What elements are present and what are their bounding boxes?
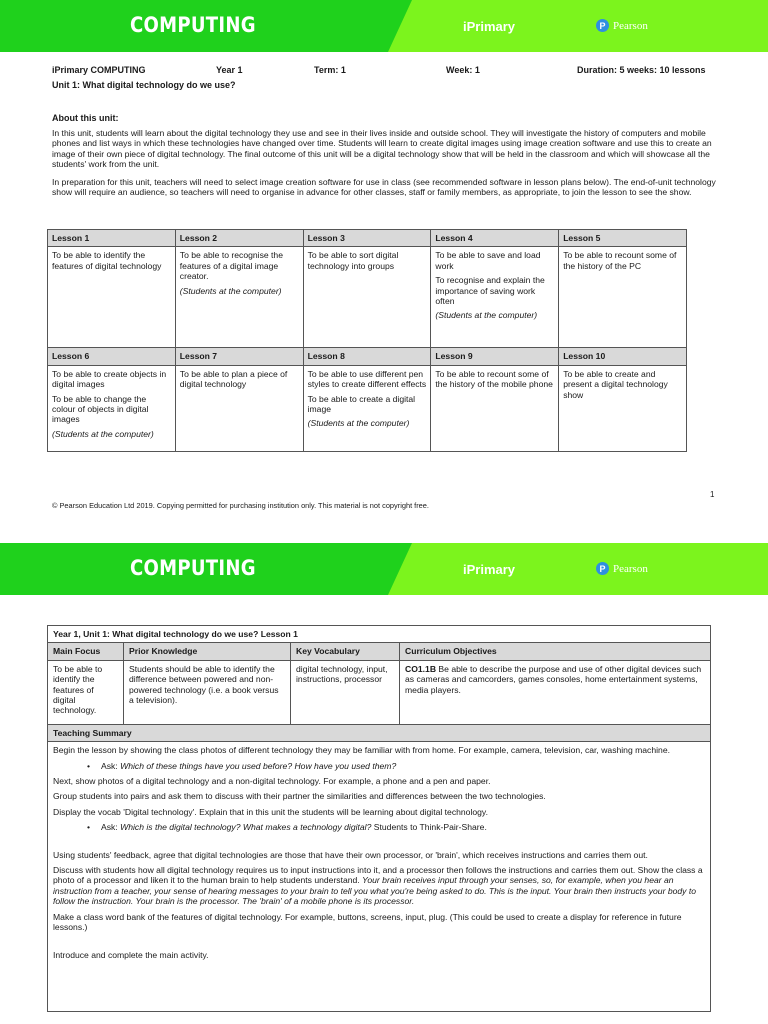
lesson-header: Lesson 10 [559,348,687,365]
objective-text: Be able to describe the purpose and use of other digital devices such as cameras and camcorders, games consoles, home entertainment systems, media players. [405,663,702,695]
lesson-cell [559,365,687,451]
lesson-objective: To be able to create a digital image [307,393,416,415]
pearson-logo [596,562,648,575]
banner-title: COMPUTING [130,13,256,37]
lesson-cell [431,247,559,348]
summary-paragraph: Group students into pairs and ask them to discuss with their partner the similarities and differences between the two technologies. [53,791,546,802]
banner-accent [388,543,768,595]
lesson-cell [175,247,303,348]
ask-prefix: Ask: [101,760,121,771]
lesson-cell [175,365,303,451]
summary-paragraph: Introduce and complete the main activity. [53,949,209,960]
about-heading: About this unit: [52,113,119,123]
lesson-header: Lesson 4 [431,230,559,247]
column-header: Key Vocabulary [291,643,400,660]
summary-text: Discuss with students how all digital technology requires us to input instructions into it, and a processor then follows the instructions and carries them out. Show the class a photo of a processor and liken it to the human brain to help students understand. [53,865,703,886]
page-number: 1 [710,490,715,499]
lesson-cell [431,365,559,451]
lesson-cell [303,247,431,348]
summary-row [48,742,711,1012]
summary-bullet [53,822,705,832]
brand-label: iPrimary [463,19,516,34]
header-banner [0,543,768,595]
lesson-header: Lesson 8 [303,348,431,365]
lessons-header-row [48,348,687,365]
key-vocabulary: digital technology, input, instructions, processor [291,660,400,724]
lesson-objective: To be able to recount some of the history of the mobile phone [435,368,553,390]
lesson-objective: To be able to save and load work [435,250,541,271]
summary-paragraph: Display the vocab 'Digital technology'. Explain that in this unit the students will be learning about digital technology. [53,806,488,817]
main-focus: To be able to identify the features of digital technology. [48,660,124,724]
lesson-objective: To be able to sort digital technology into groups [307,250,399,271]
lesson-header: Lesson 2 [175,230,303,247]
copyright-footer: © Pearson Education Ltd 2019. Copying permitted for purchasing institution only. This material is not copyright free. [52,501,429,510]
year-label: Year 1 [216,65,243,75]
lesson-note: (Students at the computer) [179,285,282,296]
column-header: Curriculum Objectives [400,643,711,660]
summary-bullet [53,761,705,771]
plan-title-row [48,626,711,643]
objective-code: CO1.1B [405,663,437,674]
summary-paragraph: Next, show photos of a digital technology and a non-digital technology. For example, a phone and a pen and paper. [53,776,491,787]
column-header: Prior Knowledge [124,643,291,660]
column-header: Main Focus [48,643,124,660]
ask-suffix: Students to Think-Pair-Share. [371,822,487,833]
lesson-plan-table [47,625,711,1012]
lessons-table [47,229,687,452]
lesson-objective: To be able to use different pen styles to create different effects [307,368,427,390]
lessons-header-row [48,230,687,247]
lesson-header: Lesson 6 [48,348,176,365]
lesson-header: Lesson 7 [175,348,303,365]
pearson-icon: P [596,562,609,575]
lesson-objective: To be able to create objects in digital images [52,368,167,390]
lesson-objective: To be able to create and present a digital technology show [563,368,668,400]
plan-row [48,660,711,724]
teaching-summary-heading: Teaching Summary [48,724,711,741]
plan-header-row [48,643,711,660]
summary-paragraph: Make a class word bank of the features of digital technology. For example, buttons, screens, input, plug. (This could be used to create a display for reference in future lessons.) [53,911,682,933]
summary-example: Your brain receives input through your senses, so, for example, when you hear an instruction from a teacher, your sense of hearing messages to your brain to tell you what you're being asked to do. This is the input. Your brain then instructs your body to follow the instruction. Your brain is the processor. The 'brain' of a mobile phone is its processor. [53,875,697,907]
summary-paragraph: Using students' feedback, agree that digital technologies are those that have their own processor, or 'brain', which receives instructions and carries them out. [53,849,648,860]
duration-label: Duration: 5 weeks: 10 lessons [577,65,706,75]
lesson-cell [48,365,176,451]
ask-prefix: Ask: [101,822,121,833]
bullet-icon: • [87,822,91,833]
about-paragraph-2: In preparation for this unit, teachers will need to select image creation software for use in class (see recommended software in lesson plans below). The end-of-unit technology show will require an audience, so teachers will need to organise in advance for other classes, staff or family members, as appropriate, to join the lesson to see the show. [52,177,716,198]
lesson-note: (Students at the computer) [307,418,410,429]
header-banner [0,0,768,52]
term-label: Term: 1 [314,65,346,75]
summary-paragraph [53,865,705,907]
lesson-objective: To be able to recount some of the history of the PC [563,250,677,271]
lesson-cell [48,247,176,348]
lesson-objective: To recognise and explain the importance of saving work often [435,275,545,307]
lesson-note: (Students at the computer) [435,310,538,321]
prior-knowledge: Students should be able to identify the difference between powered and non-powered technology (i.e. a book versus a television). [124,660,291,724]
lesson-objective: To be able to change the colour of objects in digital images [52,393,149,425]
summary-heading-row [48,724,711,741]
lesson-header: Lesson 5 [559,230,687,247]
publisher-name: Pearson [613,562,648,575]
week-label: Week: 1 [446,65,480,75]
about-paragraph-1: In this unit, students will learn about the digital technology they use and see in their lives inside and outside school. They will investigate the history of computers and mobile phones and list ways in which these technologies have changed over time. Students will learn to create digital images using image creation software and use this to create an image of their own piece of digital technology. The final outcome of this unit will be a digital technology show that will be held in the classroom and which will showcase all the students' work from the unit. [52,128,712,170]
lesson-objective: To be able to identify the features of digital technology [52,250,162,271]
lesson-cell [303,365,431,451]
banner-title: COMPUTING [130,556,256,580]
plan-title: Year 1, Unit 1: What digital technology do we use? Lesson 1 [48,626,711,643]
ask-question: Which is the digital technology? What makes a technology digital? [120,822,372,833]
lesson-objective: To be able to recognise the features of a digital image creator. [179,250,283,282]
bullet-icon: • [87,760,91,771]
publisher-name: Pearson [613,19,648,32]
lesson-header: Lesson 3 [303,230,431,247]
ask-question: Which of these things have you used before? How have you used them? [120,760,397,771]
lesson-cell [559,247,687,348]
lesson-header: Lesson 1 [48,230,176,247]
teaching-summary [48,742,711,1012]
pearson-logo [596,19,648,32]
lessons-row [48,365,687,451]
pearson-icon: P [596,19,609,32]
lesson-objective: To be able to plan a piece of digital technology [179,368,288,390]
brand-label: iPrimary [463,562,516,577]
unit-title: Unit 1: What digital technology do we use? [52,80,236,90]
banner-accent [388,0,768,52]
lesson-note: (Students at the computer) [52,428,154,439]
curriculum-objective [400,660,711,724]
summary-paragraph: Begin the lesson by showing the class photos of different technology they may be familiar with from home. For example, camera, television, car, washing machine. [53,745,670,756]
lessons-row [48,247,687,348]
course-name: iPrimary COMPUTING [52,65,146,75]
lesson-header: Lesson 9 [431,348,559,365]
